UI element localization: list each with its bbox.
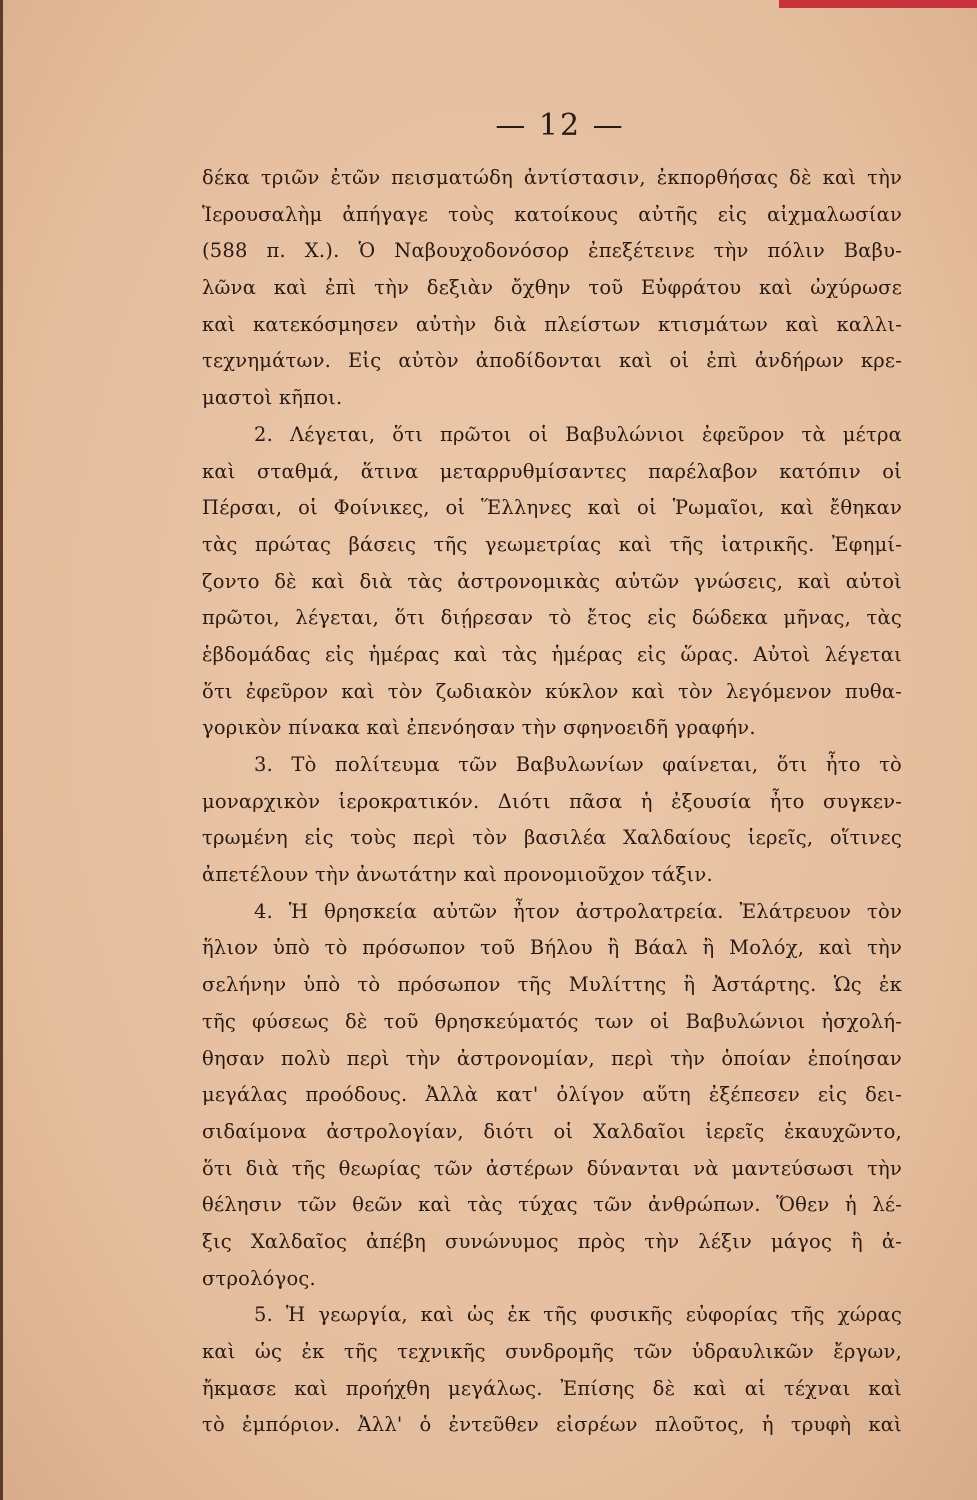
text-line: ξις Χαλδαῖος ἀπέβη συνώνυμος πρὸς τὴν λέξιν μάγος ἢ ἀ- <box>202 1229 902 1253</box>
text-line: ζοντο δὲ καὶ διὰ τὰς ἀστρονομικὰς αὐτῶν γνώσεις, καὶ αὐτοὶ <box>202 569 902 593</box>
text-line: ἥλιον ὑπὸ τὸ πρόσωπον τοῦ Βήλου ἢ Βάαλ ἢ Μολόχ, καὶ τὴν <box>202 936 902 960</box>
text-line: τρωμένη εἰς τοὺς περὶ τὸν βασιλέα Χαλδαίους ἱερεῖς, οἵτινες <box>202 826 902 850</box>
page-number: — 12 — <box>495 108 625 143</box>
text-line: δέκα τριῶν ἐτῶν πεισματώδη ἀντίστασιν, ἐκπορθήσας δὲ καὶ τὴν <box>202 166 902 189</box>
text-line: Πέρσαι, οἱ Φοίνικες, οἱ Ἕλληνες καὶ οἱ Ῥωμαῖοι, καὶ ἔθηκαν <box>202 496 902 520</box>
text-line: ὅτι διὰ τῆς θεωρίας τῶν ἀστέρων δύνανται νὰ μαντεύσωσι τὴν <box>202 1156 902 1180</box>
text-line: τὰς πρώτας βάσεις τῆς γεωμετρίας καὶ τῆς ἰατρικῆς. Ἐφημί- <box>202 532 902 556</box>
text-line: 4. Ἡ θρησκεία αὐτῶν ἦτον ἀστρολατρεία. Ἐλάτρευον τὸν <box>254 899 902 923</box>
text-line: θέλησιν τῶν θεῶν καὶ τὰς τύχας τῶν ἀνθρώπων. Ὅθεν ἡ λέ- <box>202 1193 902 1217</box>
text-line: ὅτι ἐφεῦρον καὶ τὸν ζωδιακὸν κύκλον καὶ τὸν λεγόμενον πυθα- <box>202 679 902 703</box>
text-line: καὶ κατεκόσμησεν αὐτὴν διὰ πλείστων κτισμάτων καὶ καλλι- <box>202 312 902 336</box>
text-line: ἀπετέλουν τὴν ἀνωτάτην καὶ προνομιοῦχον τάξιν. <box>202 863 713 887</box>
text-line: (588 π. Χ.). Ὁ Ναβουχοδονόσορ ἐπεξέτεινε τὴν πόλιν Βαβυ- <box>202 239 902 263</box>
text-line: μοναρχικὸν ἱεροκρατικόν. Διότι πᾶσα ἡ ἐξουσία ἦτο συγκεν- <box>202 789 902 813</box>
text-line: 5. Ἡ γεωργία, καὶ ὡς ἐκ τῆς φυσικῆς εὐφορίας τῆς χώρας <box>254 1303 902 1327</box>
text-line: καὶ ὡς ἐκ τῆς τεχνικῆς συνδρομῆς τῶν ὑδραυλικῶν ἔργων, <box>202 1340 902 1363</box>
text-line: 3. Τὸ πολίτευμα τῶν Βαβυλωνίων φαίνεται, ὅτι ἦτο τὸ <box>254 753 902 776</box>
page-binding-edge <box>0 0 3 1500</box>
text-line: μαστοὶ κῆποι. <box>202 386 343 410</box>
text-line: 2. Λέγεται, ὅτι πρῶτοι οἱ Βαβυλώνιοι ἐφεῦρον τὰ μέτρα <box>254 422 902 446</box>
text-line: Ἱερουσαλὴμ ἀπήγαγε τοὺς κατοίκους αὐτῆς εἰς αἰχμαλωσίαν <box>202 202 902 226</box>
body-text <box>202 160 902 1444</box>
text-line: τῆς φύσεως δὲ τοῦ θρησκεύματός των οἱ Βαβυλώνιοι ἠσχολή- <box>202 1009 902 1033</box>
text-line: στρολόγος. <box>202 1266 316 1290</box>
text-line: θησαν πολὺ περὶ τὴν ἀστρονομίαν, περὶ τὴν ὁποίαν ἐποίησαν <box>202 1046 902 1070</box>
text-line: ἑβδομάδας εἰς ἡμέρας καὶ τὰς ἡμέρας εἰς ὥρας. Αὐτοὶ λέγεται <box>202 642 902 666</box>
text-line: λῶνα καὶ ἐπὶ τὴν δεξιὰν ὄχθην τοῦ Εὐφράτου καὶ ὠχύρωσε <box>202 276 902 300</box>
text-line: ἤκμασε καὶ προήχθη μεγάλως. Ἐπίσης δὲ καὶ αἱ τέχναι καὶ <box>202 1376 902 1400</box>
red-bookmark-strip <box>779 0 977 8</box>
text-line: πρῶτοι, λέγεται, ὅτι διῄρεσαν τὸ ἔτος εἰς δώδεκα μῆνας, τὰς <box>202 606 902 630</box>
text-line: μεγάλας προόδους. Ἀλλὰ κατ' ὀλίγον αὕτη ἐξέπεσεν εἰς δει- <box>202 1083 902 1107</box>
text-line: τεχνημάτων. Εἰς αὐτὸν ἀποδίδονται καὶ οἱ ἐπὶ ἀνδήρων κρε- <box>202 349 902 373</box>
text-line: καὶ σταθμά, ἅτινα μεταρρυθμίσαντες παρέλαβον κατόπιν οἱ <box>202 459 902 483</box>
text-line: γορικὸν πίνακα καὶ ἐπενόησαν τὴν σφηνοειδῆ γραφήν. <box>202 716 756 740</box>
text-line: τὸ ἐμπόριον. Ἀλλ' ὁ ἐντεῦθεν εἰσρέων πλοῦτος, ἡ τρυφὴ καὶ <box>202 1413 902 1437</box>
text-line: σελήνην ὑπὸ τὸ πρόσωπον τῆς Μυλίττης ἢ Ἀστάρτης. Ὡς ἐκ <box>202 973 902 997</box>
text-line: σιδαίμονα ἀστρολογίαν, διότι οἱ Χαλδαῖοι ἱερεῖς ἐκαυχῶντο, <box>202 1119 902 1143</box>
